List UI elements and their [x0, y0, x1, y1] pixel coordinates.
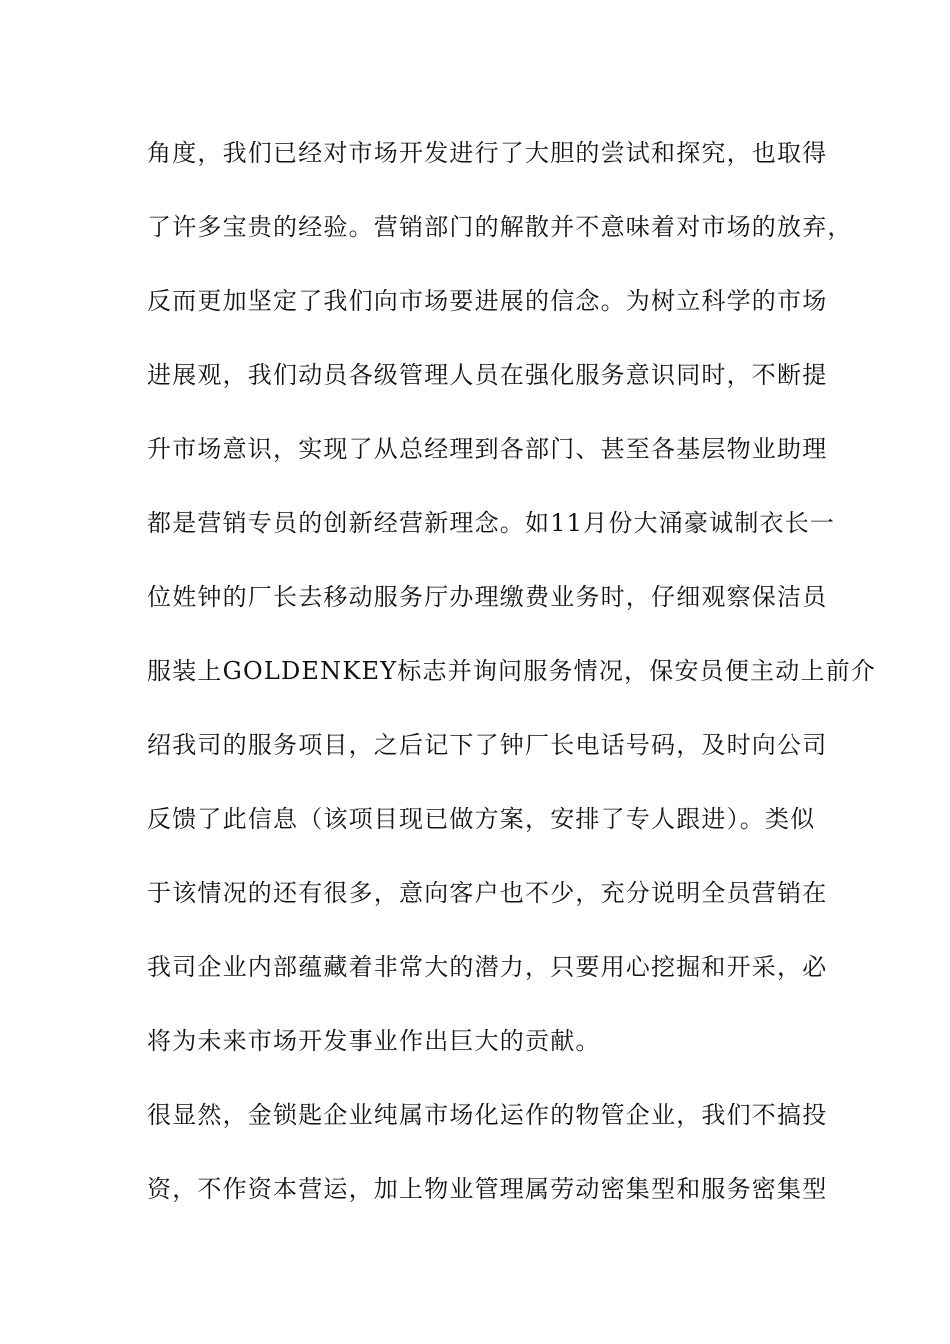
text-line: 了许多宝贵的经验。营销部门的解散并不意味着对市场的放弃， [147, 213, 853, 241]
text-line: 很显然，金锁匙企业纯属市场化运作的物管企业，我们不搞投 [147, 1101, 828, 1129]
text-line: 于该情况的还有很多，意向客户也不少，充分说明全员营销在 [147, 879, 828, 907]
text-line: 将为未来市场开发事业作出巨大的贡献。 [147, 1027, 601, 1055]
text-line: 进展观，我们动员各级管理人员在强化服务意识同时，不断提 [147, 361, 828, 389]
text-line: 资，不作资本营运，加上物业管理属劳动密集型和服务密集型 [147, 1175, 828, 1203]
text-line: 反而更加坚定了我们向市场要进展的信念。为树立科学的市场 [147, 287, 828, 315]
text-line: 绍我司的服务项目，之后记下了钟厂长电话号码，及时向公司 [147, 731, 828, 759]
text-line: 都是营销专员的创新经营新理念。如11月份大涌豪诚制衣长一 [147, 509, 836, 537]
text-line: 角度，我们已经对市场开发进行了大胆的尝试和探究，也取得 [147, 139, 828, 167]
body-text [147, 132, 877, 1242]
text-line: 升市场意识，实现了从总经理到各部门、甚至各基层物业助理 [147, 435, 828, 463]
text-line: 我司企业内部蕴藏着非常大的潜力，只要用心挖掘和开采，必 [147, 953, 828, 981]
text-line: 服装上GOLDENKEY标志并询问服务情况，保安员便主动上前介 [147, 657, 877, 685]
text-line: 位姓钟的厂长去移动服务厅办理缴费业务时，仔细观察保洁员 [147, 583, 828, 611]
text-line: 反馈了此信息（该项目现已做方案，安排了专人跟进）。类似 [147, 805, 816, 833]
